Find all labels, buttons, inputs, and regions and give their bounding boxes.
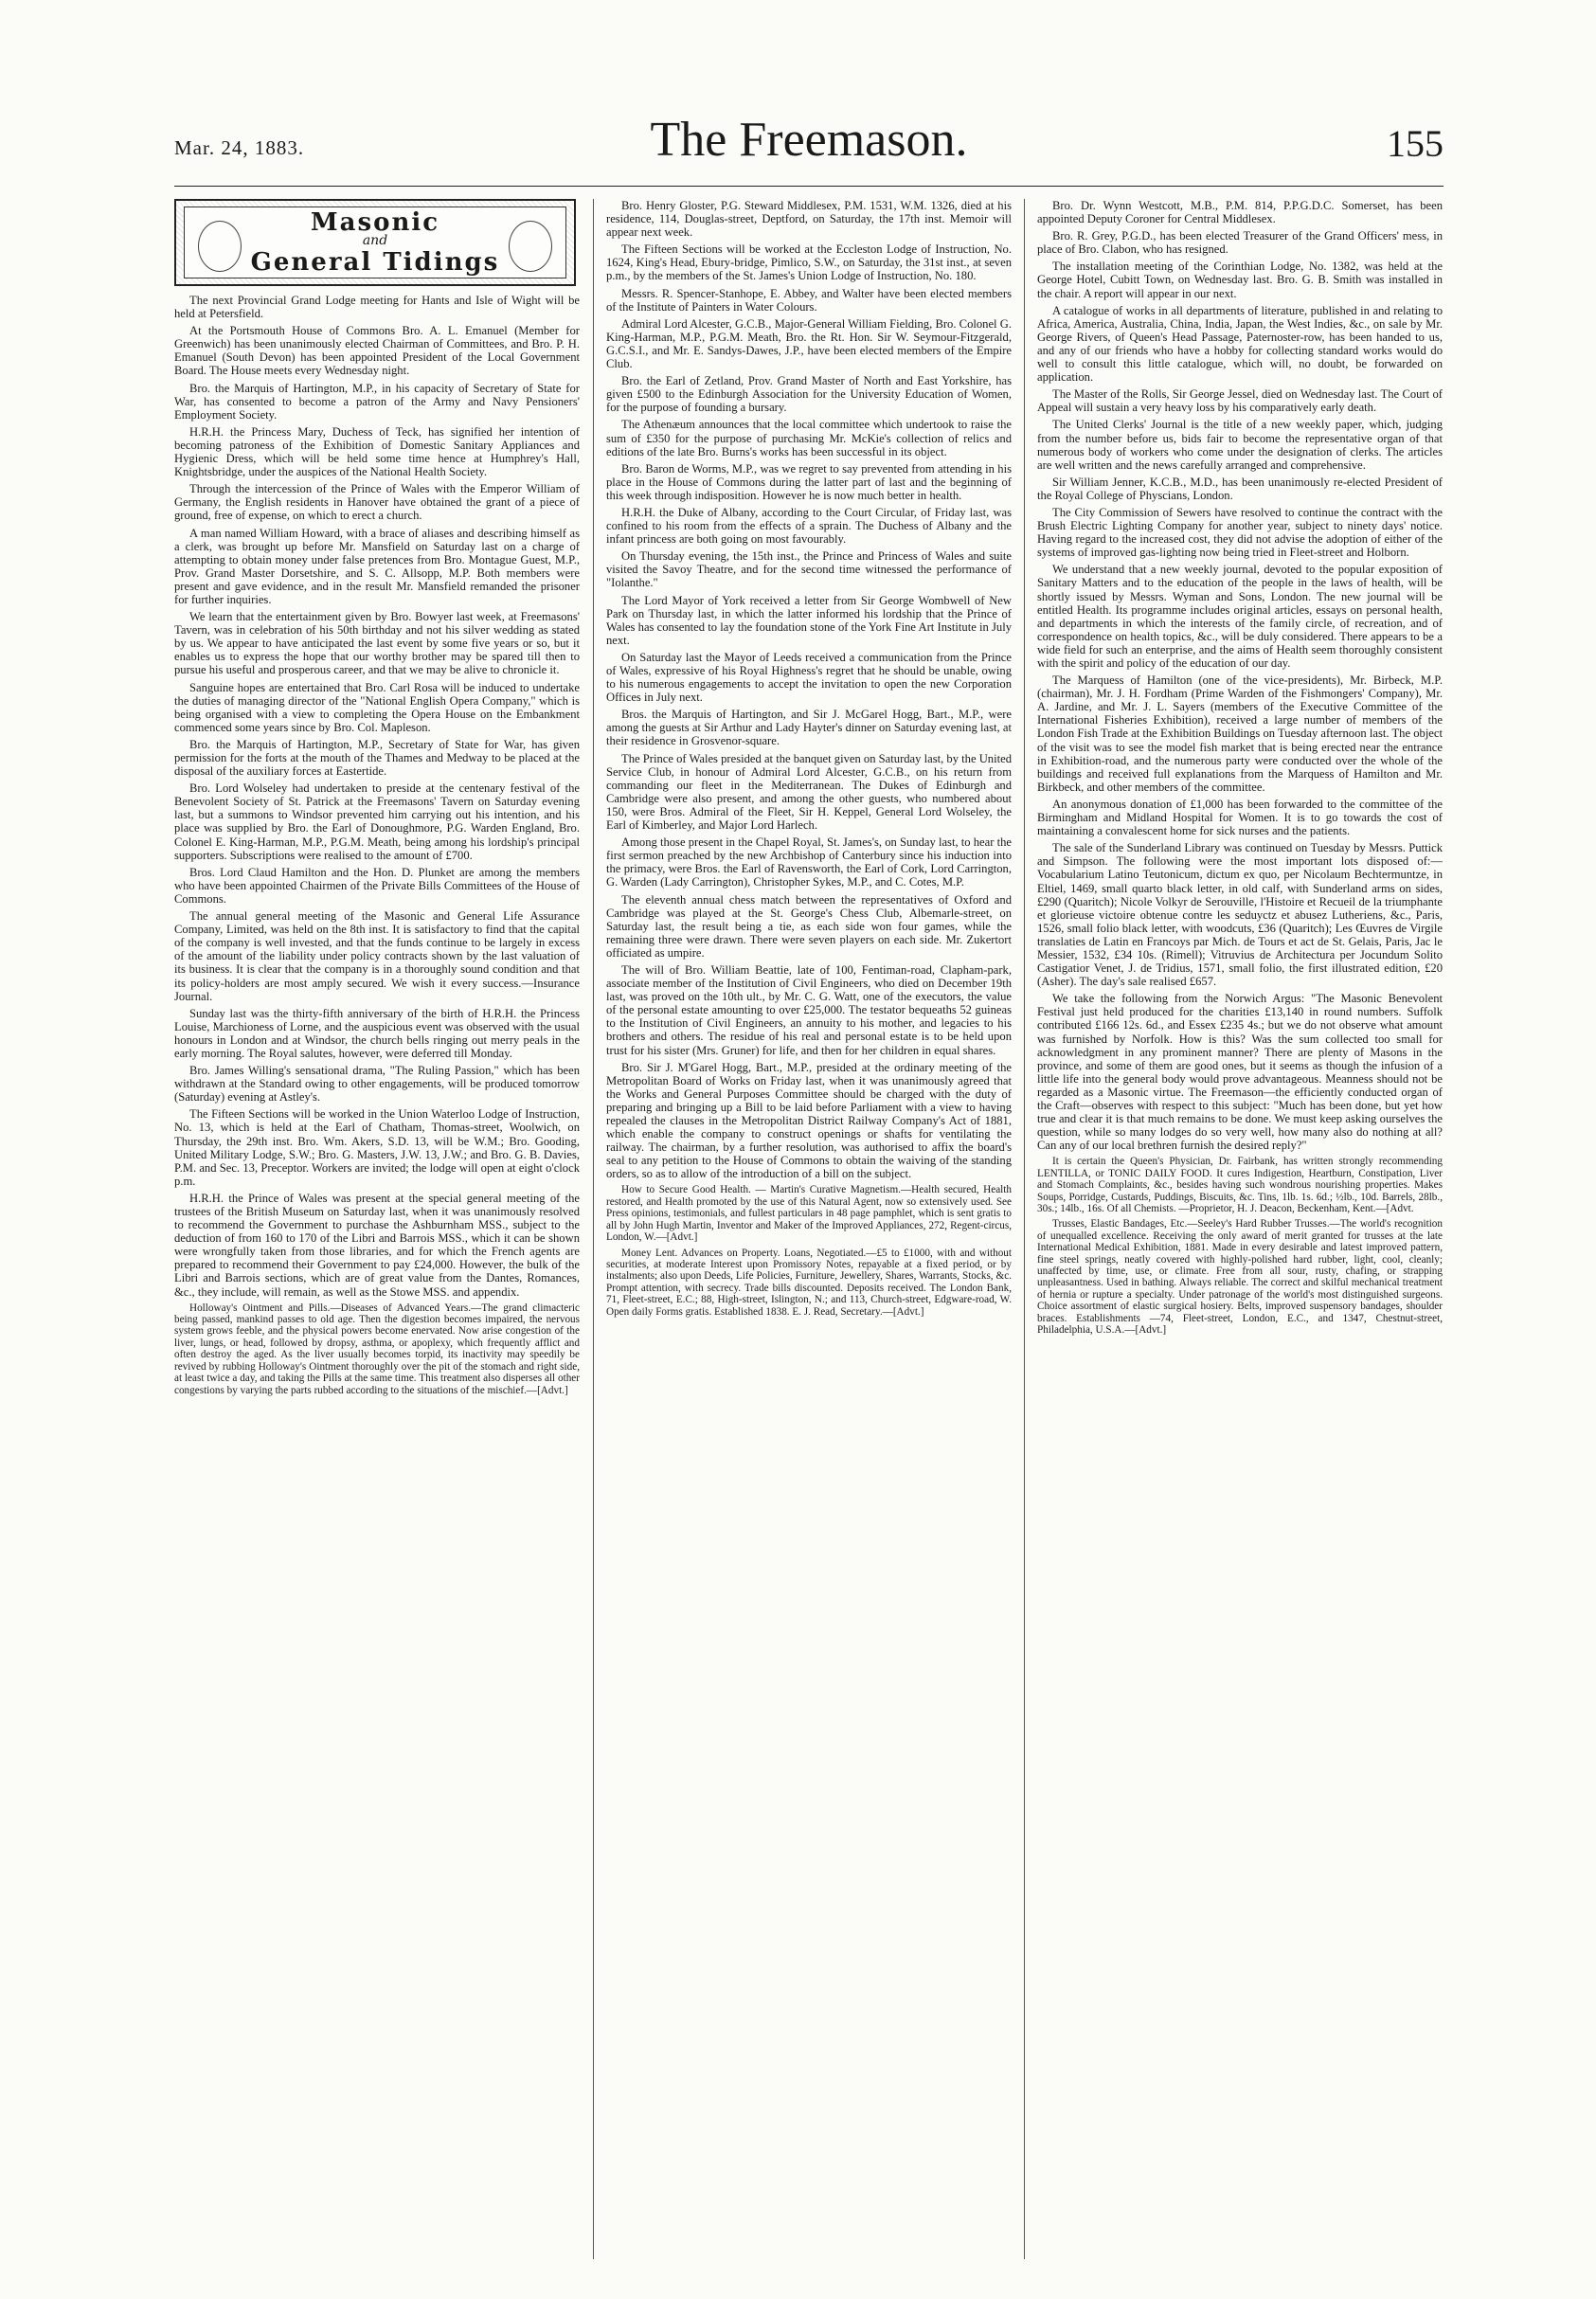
article-paragraph: The Fifteen Sections will be worked in the Union Waterloo Lodge of Instruction, No. 13, which is held at the Earl of Chatham, Thomas-street, Woolwich, on Thursday, the 29th inst. Bro. Wm. Akers, S.D. 13, will be W.M.; Bro. Gooding, United Military Lodge, S.W.; Bro. G. Masters, J.W. 13, J.W.; and Bro. G. B. Davies, P.M. and Sec. 13, Preceptor. Workers are invited; the lodge will open at eight o'clock p.m. xyxy=(174,1107,580,1188)
article-paragraph: H.R.H. the Prince of Wales was present at the special general meeting of the trustees of the British Museum on Saturday last, when it was unanimously resolved to recommend the Government to purchase the Ashburnham MSS., subject to the deduction of from 160 to 170 of the Libri and Barrois MSS., which it can be shown were wrongfully taken from those libraries, and for which the French agents are prepared to recommend their Government to pay £24,000. However, the bulk of the Libri and Barrois sections, which are of great value from the Dantes, Romances, &c., they include, will remain, as well as the Stowe MSS. and appendix. xyxy=(174,1191,580,1299)
article-paragraph: A catalogue of works in all departments of literature, published in and relating to Africa, America, Australia, China, India, Japan, the West Indies, &c., on sale by Mr. George Rivers, of Queen's Head Passage, Paternoster-row, has been handed to us, and any of our friends who have a hobby for collecting standard works would do well to consult this little catalogue, which will, no doubt, be forwarded on application. xyxy=(1037,303,1443,385)
article-paragraph: The next Provincial Grand Lodge meeting for Hants and Isle of Wight will be held at Petersfield. xyxy=(174,294,580,321)
article-paragraph: The sale of the Sunderland Library was continued on Tuesday by Messrs. Puttick and Simpson. The following were the most important lots disposed of:— Vocabularium Latino Teutonicum, dictum ex quo, per Nicolaum Bechtermuntze, in Eltiel, 1469, small quarto black letter, in old calf, with Sunderland arms on sides, £290 (Quaritch); Nicole Volkyr de Serouville, l'Histoire et Recueil de la triumphante et glorieuse victoire obtenue contre les seduyctz et abusez Lutheriens, &c., Paris, 1526, small folio black letter, with woodcuts, £36 (Quaritch); Les Œuvres de Virgile translaties de Latin en Francoys par Mich. de Tours et act de St. Gelais, Paris, Jac le Messier, 1532, £34 10s. (Rimell); Vitruvius de Architectura per Jocundum Solito Castigatior Venet, J. de Tridius, 1571, small folio, the first illustrated edition, £20 (Asher). The day's sale realised £657. xyxy=(1037,841,1443,989)
article-paragraph: An anonymous donation of £1,000 has been forwarded to the committee of the Birmingham and Midland Hospital for Women. It is to go towards the cost of maintaining a convalescent home for sick nurses and the patients. xyxy=(1037,797,1443,838)
column-1-articles xyxy=(174,294,580,1396)
article-paragraph: Bro. Baron de Worms, M.P., was we regret to say prevented from attending in his place in the House of Commons during the latter part of last and the beginning of this week through indisposition. However he is now much better in health. xyxy=(606,461,1012,502)
article-paragraph: Bro. the Marquis of Hartington, M.P., Secretary of State for War, has given permission for the forts at the mouth of the Thames and Medway to be placed at the disposal of the auxiliary forces at Eastertide. xyxy=(174,737,580,779)
article-paragraph: The eleventh annual chess match between the representatives of Oxford and Cambridge was played at the St. George's Chess Club, Albemarle-street, on Saturday last, the result being a tie, as each side won four games, while the remaining three were drawn. There were seven players on each side. Mr. Zukertort officiated as umpire. xyxy=(606,892,1012,960)
article-paragraph: The Fifteen Sections will be worked at the Eccleston Lodge of Instruction, No. 1624, King's Head, Ebury-bridge, Pimlico, S.W., on Saturday, the 31st inst., at seven p.m., by the members of the St. James's Union Lodge of Instruction, No. 180. xyxy=(606,242,1012,283)
column-3 xyxy=(1037,199,1443,2264)
article-paragraph: Sunday last was the thirty-fifth anniversary of the birth of H.R.H. the Princess Louise, Marchioness of Lorne, and the auspicious event was observed with the usual honours in London and at Windsor, the church bells ringing out merry peals in the early morning. The Royal salutes, however, were deferred till Monday. xyxy=(174,1006,580,1060)
section-heading-line2: and xyxy=(362,233,388,248)
article-paragraph: Trusses, Elastic Bandages, Etc.—Seeley's Hard Rubber Trusses.—The world's recognition of unequalled excellence. Receiving the only award of merit granted for trusses at the late International Medical Exhibition, 1881. Made in every desirable and latest improved pattern, fine steel springs, neatly covered with highly-polished hard rubber, light, cool, cleanly; unaffected by time, use, or climate. Free from all sour, rusty, chafing, or strapping unpleasantness. Used in bathing. Always reliable. The correct and skilful mechanical treatment of hernia or rupture a specialty. Under patronage of the world's most distinguished surgeons. Choice assortment of elastic surgical hosiery. Belts, improved suspensory bandages, shoulder braces. Establishments —74, Fleet-street, London, E.C., and 1347, Chestnut-street, Philadelphia, U.S.A.—[Advt.] xyxy=(1037,1218,1443,1337)
article-paragraph: Bro. James Willing's sensational drama, "The Ruling Passion," which has been withdrawn at the Standard owing to other engagements, will be produced tomorrow (Saturday) evening at Astley's. xyxy=(174,1064,580,1105)
masthead xyxy=(174,112,1444,178)
article-paragraph: How to Secure Good Health. — Martin's Curative Magnetism.—Health secured, Health restored, and Health promoted by the use of this Natural Agent, now so extensively used. See Press opinions, testimonials, and fullest particulars in 48 page pamphlet, which is sent gratis to all by John Hugh Martin, Inventor and Maker of the Improved Appliances, 272, Regent-circus, London, W.—[Advt.] xyxy=(606,1184,1012,1244)
article-paragraph: A man named William Howard, with a brace of aliases and describing himself as a clerk, was brought up before Mr. Mansfield on Saturday last on a charge of attempting to obtain money under false pretences from Bro. Montague Guest, M.P., Prov. Grand Master Dorsetshire, and S. C. Allsopp, M.P. Both members were present and gave evidence, and in the result Mr. Mansfield remanded the prisoner for further inquiries. xyxy=(174,526,580,606)
article-paragraph: Among those present in the Chapel Royal, St. James's, on Sunday last, to hear the first sermon preached by the new Archbishop of Canterbury since his induction into the primacy, were Bros. the Earl of Ravensworth, the Earl of Cork, Lord Carrington, G. Warden (Lady Carrington), Christopher Sykes, M.P., and C. Cotes, M.P. xyxy=(606,835,1012,889)
article-paragraph: The annual general meeting of the Masonic and General Life Assurance Company, Limited, was held on the 8th inst. It is satisfactory to find that the capital of the company is well invested, and that the funds continue to be largely in excess of the amount of the liability under policy contracts shown by the last valuation of its business. It is clear that the company is in a thoroughly sound condition and that its policy-holders are most amply secured. We wish it every success.—Insurance Journal. xyxy=(174,909,580,1003)
article-paragraph: Admiral Lord Alcester, G.C.B., Major-General William Fielding, Bro. Colonel G. King-Harman, M.P., P.G.M. Meath, Bro. the Rt. Hon. Sir W. Seymour-Fitzgerald, G.C.S.I., and Mr. E. Sandys-Dawes, J.P., have been elected members of the Empire Club. xyxy=(606,316,1012,371)
article-paragraph: Sir William Jenner, K.C.B., M.D., has been unanimously re-elected President of the Royal College of Physcians, London. xyxy=(1037,475,1443,502)
article-paragraph: The Prince of Wales presided at the banquet given on Saturday last, by the United Service Club, in honour of Admiral Lord Alcester, G.C.B., on his return from commanding our fleet in the Mediterranean. The Dukes of Edinburgh and Cambridge were also present, and among the other guests, who numbered about 150, were Bros. Admiral of the Fleet, Sir H. Keppel, General Lord Wolseley, the Earl of Kimberley, and Major Lord Harlech. xyxy=(606,751,1012,833)
article-paragraph: Bro. the Marquis of Hartington, M.P., in his capacity of Secretary of State for War, has consented to become a patron of the Army and Navy Pensioners' Employment Society. xyxy=(174,381,580,422)
article-paragraph: H.R.H. the Princess Mary, Duchess of Teck, has signified her intention of becoming patroness of the Exhibition of Domestic Sanitary Appliances and Hygienic Dress, which will be held some time hence at Humphrey's Hall, Knightsbridge, under the auspices of the National Health Society. xyxy=(174,424,580,479)
column-divider xyxy=(1024,199,1025,2259)
article-paragraph: The City Commission of Sewers have resolved to continue the contract with the Brush Electric Lighting Company for another year, subject to ninety days' notice. Having regard to the increased cost, they did not advise the adoption of either of the systems of improved gas-lighting now being tried in Fleet-street and Holborn. xyxy=(1037,505,1443,560)
section-heading-line3: General Tidings xyxy=(250,248,500,277)
article-paragraph: Bros. Lord Claud Hamilton and the Hon. D. Plunket are among the members who have been appointed Chairmen of the Private Bills Committees of the House of Commons. xyxy=(174,865,580,906)
column-2 xyxy=(606,199,1012,2264)
column-3-articles xyxy=(1037,199,1443,1336)
article-paragraph: Messrs. R. Spencer-Stanhope, E. Abbey, and Walter have been elected members of the Institute of Painters in Water Colours. xyxy=(606,286,1012,314)
article-paragraph: Bro. R. Grey, P.G.D., has been elected Treasurer of the Grand Officers' mess, in place of Bro. Clabon, who has resigned. xyxy=(1037,229,1443,257)
article-paragraph: The will of Bro. William Beattie, late of 100, Fentiman-road, Clapham-park, associate member of the Institution of Civil Engineers, who died on December 19th last, was proved on the 10th ult., by Mr. C. G. Watt, one of the executors, the value of the personal estate amounting to over £25,000. The testator bequeaths 52 guineas to the Institution of Civil Engineers, an annuity to his mother, and legacies to his brothers and others. The residue of his real and personal estate is to be held upon trust for his sister (Mrs. Gruner) for life, and then for her children in equal shares. xyxy=(606,962,1012,1057)
article-paragraph: We take the following from the Norwich Argus: "The Masonic Benevolent Festival just held produced for the charities £13,140 in round numbers. Suffolk contributed £166 12s. 6d., and Essex £235 4s.; but we do not observe what amount was furnished by Norfolk. How is this? Was the sum collected too small for acknowledgment in any prominent manner? There are plenty of Masons in the province, and some of them are good ones, but it seems as though the infusion of a little life into the general body would prove advantageous. Meanness should not be regarded as a Masonic virtue. The Freemason—the efficiently conducted organ of the Craft—observes with respect to this subject: "Much has been done, but yet how true and clear it is that much remains to be done. We must keep asking ourselves the question, while so many lodges do so very well, how many also do nothing at all? Can any of our local brethren furnish the desired reply?" xyxy=(1037,992,1443,1153)
page-number: 155 xyxy=(1387,122,1444,165)
article-paragraph: Bro. Sir J. M'Garel Hogg, Bart., M.P., presided at the ordinary meeting of the Metropolitan Board of Works on Friday last, when it was unanimously agreed that the Works and General Purposes Committee should be charged with the duty of preparing and bringing up a Bill to be laid before Parliament with a view to having repealed the clauses in the Metropolitan District Railway Company's Act of 1881, which enable the company to construct openings or shafts for ventilating the railway. The chairman, by a further resolution, was authorised to affix the board's seal to any petition to the House of Commons to obtain the waiving of the standing orders, so as to allow of the introduction of a bill on the subject. xyxy=(606,1060,1012,1181)
article-paragraph: The Marquess of Hamilton (one of the vice-presidents), Mr. Birbeck, M.P. (chairman), Mr. J. H. Fordham (Prime Warden of the Fishmongers' Company), Mr. A. Jardine, and Mr. J. L. Sayers (members of the Executive Committee of the International Fisheries Exhibition), received a large number of members of the London Fish Trade at the Exhibition Buildings on Tuesday afternoon last. The object of the visit was to see the model fish market that is being erected near the entrance in Exhibition-road, and the numerous party were conducted over the whole of the buildings and received full explanations from the Marquess of Hamilton and Mr. Birkbeck, and other members of the committee. xyxy=(1037,674,1443,794)
section-heading-panel xyxy=(184,207,566,278)
article-paragraph: We learn that the entertainment given by Bro. Bowyer last week, at Freemasons' Tavern, was in celebration of his 50th birthday and not his silver wedding as stated by us. We appear to have anticipated the last event by some five years or so, but it enables us to express the hope that our worthy brother may be spared till then to pursue his useful and prosperous career, and that we may be alive to chronicle it. xyxy=(174,610,580,677)
article-paragraph: Bro. Dr. Wynn Westcott, M.B., P.M. 814, P.P.G.D.C. Somerset, has been appointed Deputy Coroner for Central Middlesex. xyxy=(1037,199,1443,226)
issue-date: Mar. 24, 1883. xyxy=(174,136,305,159)
article-paragraph: Bro. the Earl of Zetland, Prov. Grand Master of North and East Yorkshire, has given £500 to the Edinburgh Association for the University Education of Women, for the purpose of founding a bursary. xyxy=(606,374,1012,415)
article-paragraph: Bro. Henry Gloster, P.G. Steward Middlesex, P.M. 1531, W.M. 1326, died at his residence, 114, Douglas-street, Deptford, on Saturday, the 17th inst. Memoir will appear next week. xyxy=(606,199,1012,240)
article-paragraph: The Master of the Rolls, Sir George Jessel, died on Wednesday last. The Court of Appeal will sustain a very heavy loss by his comparatively early death. xyxy=(1037,387,1443,415)
article-paragraph: Sanguine hopes are entertained that Bro. Carl Rosa will be induced to undertake the duties of managing director of the "National English Opera Company," which is being organised with a view to completing the Opera House on the Embankment commenced some years since by Bro. Col. Mapleson. xyxy=(174,680,580,734)
article-paragraph: On Thursday evening, the 15th inst., the Prince and Princess of Wales and suite visited the Savoy Theatre, and for the second time witnessed the performance of "Iolanthe." xyxy=(606,549,1012,590)
article-paragraph: On Saturday last the Mayor of Leeds received a communication from the Prince of Wales, expressive of his Royal Highness's regret that he should be unable, owing to his numerous engagements to accept the invitation to open the new Corporation Offices in July next. xyxy=(606,650,1012,705)
article-paragraph: We understand that a new weekly journal, devoted to the popular exposition of Sanitary Matters and to the education of the people in the laws of health, will be shortly issued by Messrs. Wyman and Sons, London. The new journal will be entitled Health. Its programme includes original articles, essays on personal health, and departments in which the interests of the family circle, of recreation, and of correspondence on health topics, &c., will be duly considered. There appears to be a wide field for such an enterprise, and the aims of Health seem thoroughly consistent with the spirit and policy of the education of our day. xyxy=(1037,563,1443,670)
section-heading-line1: Masonic xyxy=(310,208,440,237)
article-paragraph: H.R.H. the Duke of Albany, according to the Court Circular, of Friday last, was confined to his room from the effects of a sprain. The Duchess of Albany and the infant princess are both going on most favourably. xyxy=(606,505,1012,547)
article-paragraph: Through the intercession of the Prince of Wales with the Emperor William of Germany, the English residents in Hanover have obtained the grant of a piece of ground, free of expense, on which to erect a church. xyxy=(174,482,580,523)
article-paragraph: Bro. Lord Wolseley had undertaken to preside at the centenary festival of the Benevolent Society of St. Patrick at the Freemasons' Tavern on Saturday evening last, but a summons to Windsor prevented him carrying out his intention, and his place was supplied by Bro. the Earl of Donoughmore, P.G. Warden England, Bro. Colonel E. King-Harman, M.P., P.G.M. Meath, being among his lordship's principal supporters. Subscriptions were realised to the amount of £700. xyxy=(174,781,580,862)
column-2-articles xyxy=(606,199,1012,1318)
article-paragraph: The Lord Mayor of York received a letter from Sir George Wombwell of New Park on Thursday last, in which the latter informed his lordship that the Prince of Wales has consented to lay the foundation stone of the York Fine Art Institute in July next. xyxy=(606,593,1012,647)
masthead-rule xyxy=(174,186,1444,187)
article-paragraph: It is certain the Queen's Physician, Dr. Fairbank, has written strongly recommending LENTILLA, or TONIC DAILY FOOD. It cures Indigestion, Heartburn, Constipation, Liver and Stomach Complaints, &c., besides having such wondrous nourishing properties. Makes Soups, Porridge, Custards, Puddings, Biscuits, &c. Tins, 1lb. 1s. 6d.; ½lb., 10d. Barrels, 28lb., 30s.; 14lb., 16s. Of all Chemists. —Proprietor, H. J. Deacon, Beckenham, Kent.—[Advt. xyxy=(1037,1156,1443,1214)
section-heading xyxy=(174,199,576,286)
column-divider xyxy=(593,199,594,2259)
article-paragraph: The Athenæum announces that the local committee which undertook to raise the sum of £350 for the purpose of purchasing Mr. McKie's collection of relics and editions of the late Bro. Burns's works has been successful in its object. xyxy=(606,418,1012,458)
column-1 xyxy=(174,199,580,2264)
article-paragraph: At the Portsmouth House of Commons Bro. A. L. Emanuel (Member for Greenwich) has been unanimously elected Chairman of Committees, and Bro. P. H. Emanuel (South Devon) has been appointed President of the Local Government Board. The House meets every Wednesday night. xyxy=(174,324,580,378)
article-paragraph: Money Lent. Advances on Property. Loans, Negotiated.—£5 to £1000, with and without securities, at moderate Interest upon Promissory Notes, repayable at a fixed period, or by instalments; also upon Deeds, Life Policies, Furniture, Jewellery, Shares, Warrants, Stocks, &c. Prompt attention, with secrecy. Trade bills discounted. Deposits received. The London Bank, 71, Fleet-street, E.C.; 88, High-street, Islington, N.; and 113, Church-street, Edgware-road, W. Open daily Forms gratis. Established 1838. E. J. Read, Secretary.—[Advt.] xyxy=(606,1247,1012,1318)
newspaper-title: The Freemason. xyxy=(650,113,968,167)
article-paragraph: Holloway's Ointment and Pills.—Diseases of Advanced Years.—The grand climacteric being passed, mankind passes to old age. Then the digestion becomes impaired, the nervous system grows feeble, and the physical powers become enervated. Now arise congestion of the liver, lungs, or head, followed by dropsy, asthma, or apoplexy, which frequently afflict and often destroy the aged. As the liver usually becomes torpid, its inactivity may speedily be revived by rubbing Holloway's Ointment thoroughly over the pit of the stomach and right side, at least twice a day, and taking the Pills at the same time. This treatment also disperses all other congestions by varying the parts rubbed according to the situations of the mischief.—[Advt.] xyxy=(174,1302,580,1396)
article-paragraph: The United Clerks' Journal is the title of a new weekly paper, which, judging from the number before us, bids fair to become the representative organ of that numerous body of workers who come under the designation of clerks. The articles are well written and the news carefully arranged and comprehensive. xyxy=(1037,418,1443,472)
article-paragraph: The installation meeting of the Corinthian Lodge, No. 1382, was held at the George Hotel, Cubitt Town, on Wednesday last. Bro. G. B. Smith was installed in the chair. A report will appear in our next. xyxy=(1037,260,1443,300)
article-paragraph: Bros. the Marquis of Hartington, and Sir J. McGarel Hogg, Bart., M.P., were among the guests at Sir Arthur and Lady Hayter's dinner on Saturday evening last, at their residence in Grosvenor-square. xyxy=(606,708,1012,748)
